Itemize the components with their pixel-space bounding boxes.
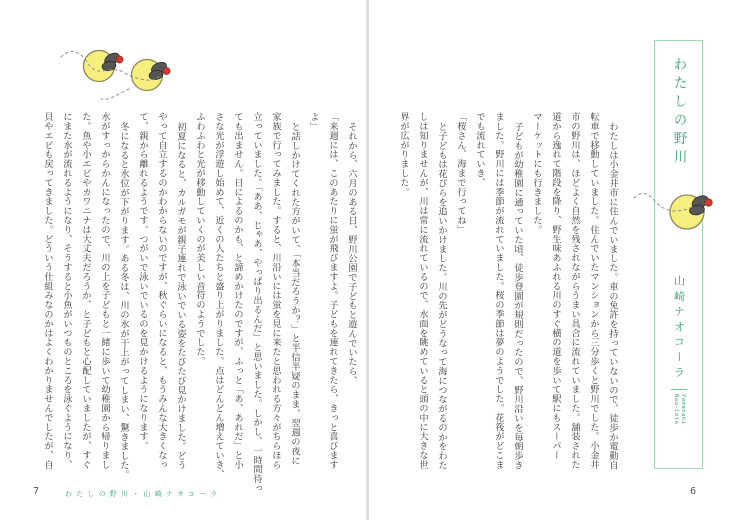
author-name: 山崎ナオコーラ [672,275,686,382]
text-line: 道から逸れて階段を降り、野生味あふれる川のすぐ横の道を歩いて駅にもスーパー [550,112,561,460]
title-firefly-illustration [630,186,722,238]
page-number-left: 7 [33,486,40,497]
text-line: ても出ません。日によるのかも、と諦めかけたのですが、ふっと「あ、あれだ」と小 [232,112,243,470]
text-line: ました。野川には季節が流れていました。桜の季節は夢のようでした。花筏がどこま [493,112,504,470]
text-line: でも流れていき、 [474,112,485,188]
text-line: た。魚や小エビやカワニナは大丈夫だろうか、と子どもと心配していましたが、すぐ [80,112,91,470]
text-line: 冬になると水位が下がります。ある冬は、川の水が干上がってしまい、驚きました。 [118,121,129,479]
text-line: 界が広がりました。 [398,112,409,197]
text-line: 立っていました。「ああ、じゃあ、やっぱり出るんだ」と思いました。しかし、一時間待っ [251,112,262,493]
firefly-trail [101,89,129,99]
text-line: よ」 [308,112,319,131]
text-line: 転車で移動していました。住んでいたマンションから三分歩くと野川でした。小金井 [588,112,599,470]
page-title: わたしの野川 [670,57,687,168]
firefly-icon [132,60,171,91]
text-line: と話しかけてくれた方がいて、「本当だろうか？」と半信半疑のまま、翌週の夜に [289,121,300,465]
fireflies-illustration [55,33,215,105]
text-line: 「来週には、このあたりに蛍が飛びますよ。子どもを連れてきたら、きっと喜びます [327,112,338,470]
right-page-text [394,112,622,468]
title-banner [654,40,703,469]
author-romaji-line1: Yamazaki [679,394,686,425]
text-line: 水がすっからかんになったので、川の上を子どもと一緒に歩いて幼稚園から帰りまし [99,112,110,470]
text-line: にまた水が流れるようになり、そうすると小魚がいつものところを泳ぐようになり、 [61,112,72,470]
text-line: わたしは小金井市に住んでいました。車の免許を持っていないので、徒歩か電動自 [607,121,618,470]
author-romaji [672,394,686,438]
text-line: マーケットにも行きました。 [531,112,542,235]
firefly-icon [670,193,712,229]
text-line: 子どもが幼稚園に通っていた頃、徒歩登園が規則だったので、野川沿いを毎朝歩き [512,121,523,470]
text-line: さな光が浮遊し始めて、近くの人たちと盛り上がりました。点はどんどん増えていき、 [213,112,224,479]
author-separator-line [671,389,687,390]
text-line: ふわふわと光が移動していくのが美しい音符のようでした。 [194,112,205,366]
text-line: 貝やエビも戻ってきました。どういう仕組みなのかはよくわかりませんでしたが、自 [42,112,53,470]
text-line: と子どもは花びらを追いかけました。川の先がどうなって海につながるのかをわた [436,121,447,470]
text-line: 家族で行ってみました。すると、川沿いには蛍を見に来たと思われる方々がちらほら [270,112,281,470]
text-line: それから、六月のある日、野川公園で子どもと遊んでいたら、 [346,121,357,385]
author-romaji-line2: Nao-Cola [672,394,679,425]
text-line: やって自立するのかわからないのですが、秋ぐらいになると、もうみんな大きくなっ [156,112,167,470]
text-line: 初夏になると、カルガモが親子連れで泳いでいる姿をたびたび見かけました。どう [175,121,186,470]
text-line: 市の野川は、ほどよく自然を残されながらうまい具合に流れていました。舗装された [569,112,580,470]
text-line: て、親から離れるようです。つがいで泳いでいるのを見かけるようになります。 [137,112,148,451]
text-line: 「桜さん、海まで行ってね」 [455,112,466,235]
running-title: わたしの野川・山崎ナオコーラ [65,490,222,498]
left-page-text [38,112,361,493]
page-gutter-line [366,0,369,520]
page-number-right: 6 [690,486,697,497]
text-line: しは知りませんが、川は常に流れているので、水面を眺めていると頭の中に大きな世 [417,112,428,470]
